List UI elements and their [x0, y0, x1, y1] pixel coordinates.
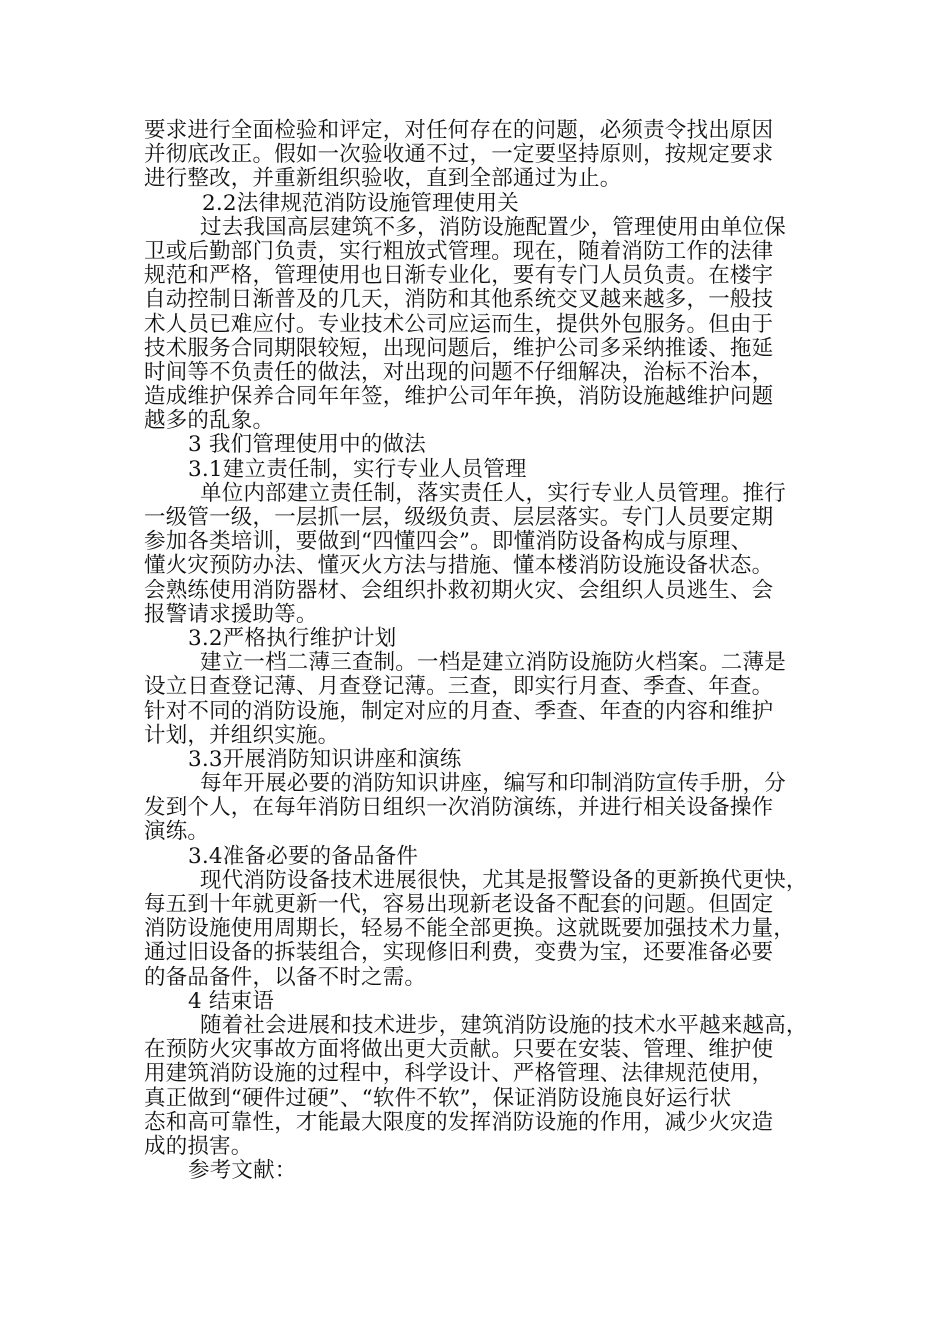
document-body — [144, 119, 808, 1183]
text-line: 随着社会进展和技术进步，建筑消防设施的技术水平越来越高， — [200, 1012, 808, 1038]
text-line: 要求进行全面检验和评定，对任何存在的问题，必须责令找出原因 — [144, 118, 774, 143]
text-line: 单位内部建立责任制，落实责任人，实行专业人员管理。推行 — [200, 480, 786, 506]
heading-3-1 — [144, 458, 808, 482]
text-line: 计划，并组织实施。 — [144, 722, 340, 748]
text-line: 3.2严格执行维护计划 — [188, 625, 397, 651]
text-line: 4 结束语 — [188, 988, 275, 1014]
text-line: 3 我们管理使用中的做法 — [188, 432, 426, 458]
para-acceptance-cont — [144, 119, 808, 192]
text-line: 参考文献： — [188, 1158, 297, 1184]
text-line: 时间等不负责任的做法，对出现的问题不仔细解决，治标不治本， — [144, 359, 774, 385]
text-line: 态和高可靠性，才能最大限度的发挥消防设施的作用，减少火灾造 — [144, 1109, 774, 1135]
text-line: 一级管一级，一层抓一层，级级负责、层层落实。专门人员要定期 — [144, 505, 774, 530]
text-line: 真正做到“硬件过硬”、“软件不软”，保证消防设施良好运行状 — [144, 1085, 732, 1111]
heading-4 — [144, 990, 808, 1014]
text-line: 现代消防设备技术进展很快，尤其是报警设备的更新换代更快， — [200, 867, 808, 893]
text-line: 过去我国高层建筑不多，消防设施配置少，管理使用由单位保 — [200, 214, 786, 240]
text-line: 用建筑消防设施的过程中，科学设计、严格管理、法律规范使用， — [144, 1061, 774, 1087]
text-line: 自动控制日渐普及的几天，消防和其他系统交叉越来越多，一般技 — [144, 287, 774, 313]
text-line: 发到个人，在每年消防日组织一次消防演练，并进行相关设备操作 — [144, 795, 774, 821]
text-line: 通过旧设备的拆装组合，实现修旧利费，变费为宝，还要准备必要 — [144, 940, 774, 966]
heading-3-4 — [144, 845, 808, 869]
references-label — [144, 1159, 808, 1183]
text-line: 并彻底改正。假如一次验收通不过，一定要坚持原则，按规定要求 — [144, 142, 774, 168]
text-line: 懂火灾预防办法、懂灭火方法与措施、懂本楼消防设施设备状态。 — [144, 553, 774, 579]
heading-3 — [144, 433, 808, 457]
text-line: 3.3开展消防知识讲座和演练 — [188, 746, 462, 772]
para-4 — [144, 1014, 808, 1159]
text-line: 演练。 — [144, 819, 210, 845]
text-line: 参加各类培训，要做到“四懂四会”。即懂消防设备构成与原理、 — [144, 529, 753, 555]
text-line: 卫或后勤部门负责，实行粗放式管理。现在，随着消防工作的法律 — [144, 238, 774, 264]
text-line: 每五到十年就更新一代，容易出现新老设备不配套的问题。但固定 — [144, 892, 774, 917]
para-2-2 — [144, 216, 808, 434]
text-line: 规范和严格，管理使用也日渐专业化，要有专门人员负责。在楼宇 — [144, 263, 774, 289]
para-3-1 — [144, 482, 808, 627]
heading-2-2 — [144, 192, 808, 216]
text-line: 进行整改，并重新组织验收，直到全部通过为止。 — [144, 166, 622, 192]
text-line: 越多的乱象。 — [144, 408, 275, 434]
text-line: 技术服务合同期限较短，出现问题后，维护公司多采纳推诿、拖延 — [144, 335, 774, 361]
text-line: 在预防火灾事故方面将做出更大贡献。只要在安装、管理、维护使 — [144, 1037, 774, 1063]
text-line: 造成维护保养合同年年签，维护公司年年换，消防设施越维护问题 — [144, 384, 774, 410]
text-line: 的备品备件，以备不时之需。 — [144, 964, 427, 990]
text-line: 术人员已难应付。专业技术公司应运而生，提供外包服务。但由于 — [144, 311, 774, 337]
para-3-2 — [144, 651, 808, 748]
para-3-3 — [144, 772, 808, 845]
heading-3-2 — [144, 627, 808, 651]
heading-3-3 — [144, 748, 808, 772]
text-line: 3.4准备必要的备品备件 — [188, 843, 419, 869]
text-line: 会熟练使用消防器材、会组织扑救初期火灾、会组织人员逃生、会 — [144, 577, 774, 603]
text-line: 建立一档二薄三查制。一档是建立消防设施防火档案。二薄是 — [200, 650, 786, 676]
text-line: 2.2法律规范消防设施管理使用关 — [202, 190, 519, 216]
text-line: 设立日查登记薄、月查登记薄。三查，即实行月查、季查、年查。 — [144, 674, 774, 700]
para-3-4 — [144, 869, 808, 990]
text-line: 针对不同的消防设施，制定对应的月查、季查、年查的内容和维护 — [144, 698, 774, 724]
text-line: 3.1建立责任制，实行专业人员管理 — [188, 456, 527, 482]
text-line: 每年开展必要的消防知识讲座，编写和印制消防宣传手册，分 — [200, 771, 786, 797]
text-line: 报警请求援助等。 — [144, 601, 318, 627]
text-line: 成的损害。 — [144, 1133, 253, 1159]
text-line: 消防设施使用周期长，轻易不能全部更换。这就既要加强技术力量， — [144, 916, 796, 942]
